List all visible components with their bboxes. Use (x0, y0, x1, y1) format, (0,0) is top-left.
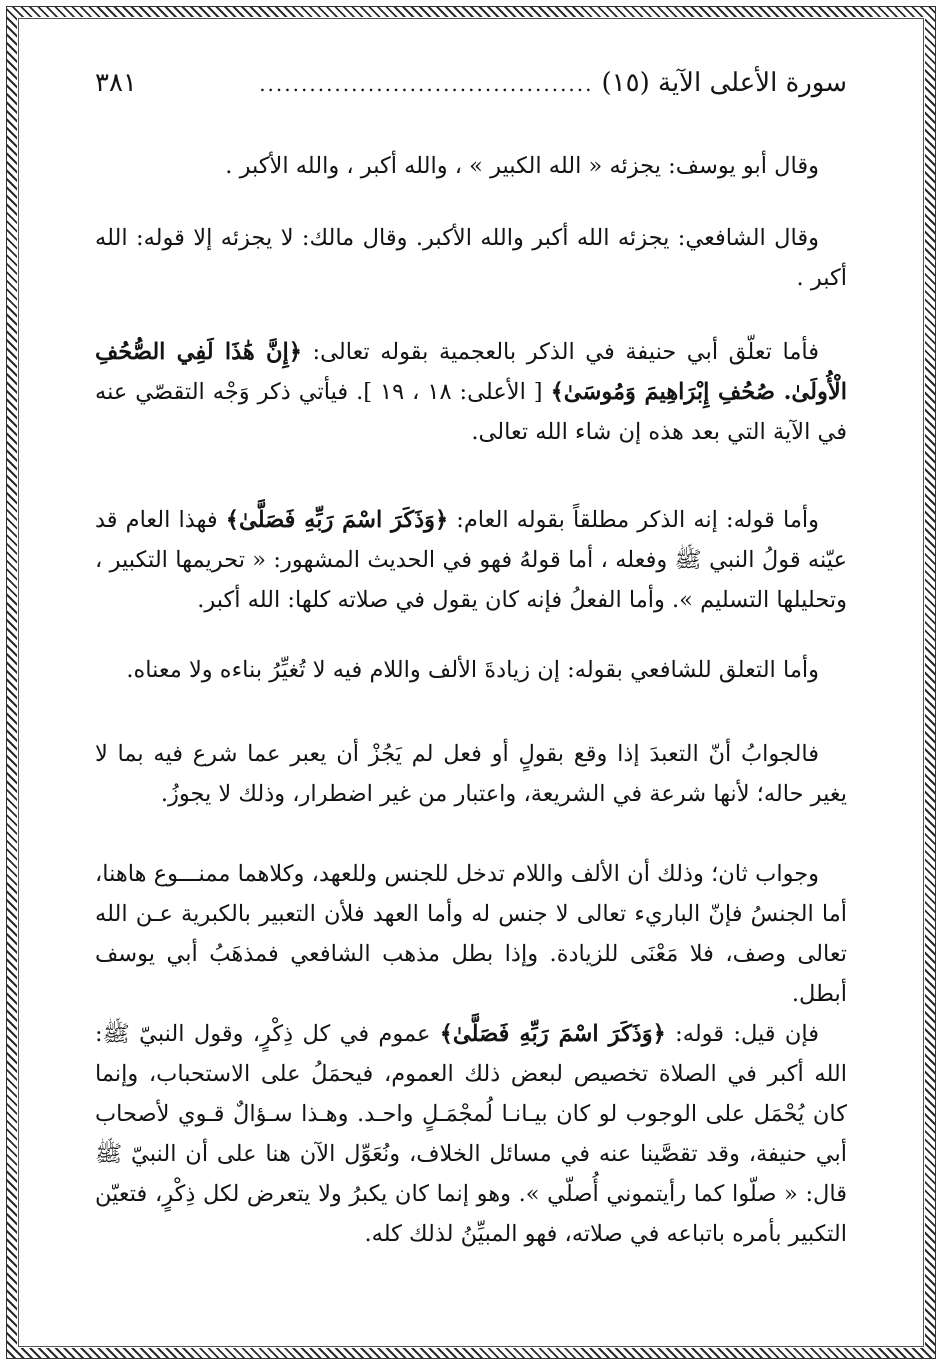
quran-verse: ﴿إِنَّ هَٰذَا لَفِي الصُّحُفِ الْأُولَىٰ. صُحُفِ إِبْرَاهِيمَ وَمُوسَىٰ﴾ (95, 339, 847, 405)
header-leader-dots: ........................................ (259, 72, 594, 96)
paragraph-text: عموم في كل ذِكْرٍ، وقول النبيّ ﷺ: الله أكبر في الصلاة تخصيص لبعض ذلك العموم، فيحمَلُ على الاستحباب، وإنما كان يُحْمَل على الوجوب لو كان بيـانـا لُمجْمَـلٍ واحـد. وهـذا سـؤالٌ قـوي لأصحاب أبي حنيفة، وقد تقصَّينا عنه في مسائل الخلاف، ونُعَوِّل الآن هنا على أن النبيّ ﷺ قال: « صلّوا كما رأيتموني أُصلّي ». وهو إنما كان يكبرُ ولا يتعرض لكل ذِكْرٍ، فتعيّن التكبير بأمره باتباعه في صلاته، فهو المبيِّنُ لذلك كله. (95, 1021, 847, 1247)
surah-header-title: سورة الأعلى الآية (١٥) (601, 68, 847, 98)
paragraph-abu-yusuf: وقال أبو يوسف: يجزئه « الله الكبير » ، والله أكبر ، والله الأكبر . (225, 153, 819, 179)
paragraph-text: وأما قوله: إنه الذكر مطلقاً بقوله العام: (448, 507, 820, 533)
paragraph-text: فهذا العام قد عيّنه قولُ النبي ﷺ وفعله ، أما قولهُ فهو في الحديث المشهور: « تحريمها التكبير ، وتحليلها التسليم ». وأما الفعلُ فإنه كان يقول في صلاته كلها: الله أكبر. (95, 507, 847, 613)
paragraph-shafii-malik: وقال الشافعي: يجزئه الله أكبر والله الأكبر. وقال مالك: لا يجزئه إلا قوله: الله أكبر . (95, 225, 847, 291)
running-header (95, 68, 847, 108)
quran-verse: ﴿وَذَكَرَ اسْمَ رَبِّهِ فَصَلَّىٰ﴾ (439, 1021, 666, 1047)
paragraph-second-answer: وجواب ثان؛ وذلك أن الألف واللام تدخل للجنس وللعهد، وكلاهما ممنـــوع هاهنا، أما الجنسُ فإنّ الباريء تعالى لا جنس له وأما العهد فلأن التعبير بالكبرية عـن الله تعالى وصف، فلا مَعْنَى للزيادة. وإذا بطل مذهب الشافعي فمذهَبُ أبي يوسف أبطل. (95, 861, 847, 1007)
paragraph-text: فإن قيل: قوله: (665, 1021, 820, 1047)
paragraph-abu-hanifa (95, 332, 847, 452)
quran-verse: ﴿وَذَكَرَ اسْمَ رَبِّهِ فَصَلَّىٰ﴾ (225, 507, 449, 533)
paragraph-objection (95, 1014, 847, 1254)
paragraph-general-dhikr (95, 500, 847, 620)
paragraph-text: [ الأعلى: ١٨ ، ١٩ ]. فيأتي ذكر وَجْه التقصّي عنه في الآية التي بعد هذه إن شاء الله تعالى. (95, 379, 847, 445)
page-number: ٣٨١ (95, 68, 137, 98)
paragraph-shafii-argument: وأما التعلق للشافعي بقوله: إن زيادةَ الألف واللام فيه لا تُغيِّرُ بناءه ولا معناه. (126, 657, 819, 683)
book-page (95, 68, 847, 1308)
paragraph-text: فأما تعلّق أبي حنيفة في الذكر بالعجمية بقوله تعالى: (301, 339, 820, 365)
paragraph-answer: فالجوابُ أنّ التعبدَ إذا وقع بقولٍ أو فعل لم يَجُزْ أن يعبر عما شرع فيه بما لا يغير حاله؛ لأنها شرعة في الشريعة، واعتبار من غير اضطرار، وذلك لا يجوزُ. (95, 741, 847, 807)
